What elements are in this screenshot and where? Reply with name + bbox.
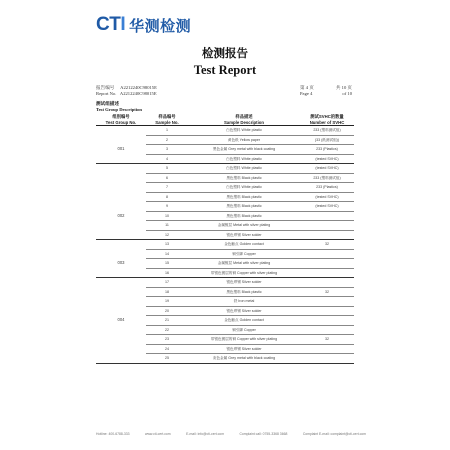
sample-no-cell: 17 [146,278,188,288]
sample-description-cell: 灰色金属 Grey metal with black coating [188,354,300,364]
group-no-cell [96,354,146,364]
sample-no-cell: 25 [146,354,188,364]
table-row [96,211,354,221]
group-no-cell [96,202,146,212]
group-no-cell [96,249,146,259]
table-row [96,221,354,231]
svhc-count-cell: 233 (塑料测试组) [300,126,354,136]
table-header-row [96,114,354,126]
table-row [96,183,354,193]
table-row [96,287,354,297]
group-no-cell [96,306,146,316]
svhc-count-cell [300,249,354,259]
svhc-count-cell [300,221,354,231]
table-row [96,354,354,364]
svhc-count-cell [300,325,354,335]
sample-no-cell: 10 [146,211,188,221]
group-no-cell [96,164,146,174]
sample-description-cell: 黑色塑料 Black plastic [188,173,300,183]
sample-description-cell: 白色塑料 White plastic [188,126,300,136]
group-no-cell: 004 [117,317,125,323]
table-row [96,325,354,335]
sample-no-cell: 3 [146,145,188,155]
test-group-table [96,114,354,364]
sample-no-cell: 23 [146,335,188,345]
footer-email: E-mail: info@cti-cert.com [186,432,225,436]
sample-no-cell: 15 [146,259,188,269]
sample-description-cell: 带银色镀层的铜 Copper with silver plating [188,268,300,278]
sample-no-cell: 19 [146,297,188,307]
svhc-count-cell: 32 [300,240,354,250]
group-no-cell [96,287,146,297]
sample-no-cell: 14 [146,249,188,259]
svhc-count-cell: (tested SVHC) [300,192,354,202]
group-no-cell [96,325,146,335]
table-row [96,202,354,212]
sample-description-cell: 白色塑料 White plastic [188,154,300,164]
sample-description-cell: 银色焊锡 Silver solder [188,278,300,288]
group-no-cell [96,221,146,231]
svhc-count-cell [300,211,354,221]
header-sample-description: 样品描述 Sample Description [188,114,300,126]
table-row [96,249,354,259]
group-no-cell: 001 [117,146,125,152]
table-row [96,154,354,164]
group-no-cell [96,135,146,145]
group-no-cell [96,297,146,307]
sample-no-cell: 4 [146,154,188,164]
svhc-count-cell [300,354,354,364]
sample-description-cell: 黑色金属 Grey metal with black coating [188,145,300,155]
svhc-count-cell [300,278,354,288]
svhc-count-cell: 233 (Plastics) [300,183,354,193]
sample-description-cell: 铜引脚 Copper [188,325,300,335]
group-no-cell [96,192,146,202]
group-no-cell [96,126,146,136]
sample-description-cell: 黄色纸 Yellow paper [188,135,300,145]
sample-no-cell: 7 [146,183,188,193]
group-no-cell [96,173,146,183]
group-no-cell [96,230,146,240]
table-row [96,164,354,174]
sample-no-cell: 8 [146,192,188,202]
table-row [96,230,354,240]
table-row [96,297,354,307]
svhc-count-cell: 32 [300,335,354,345]
sample-no-cell: 21 [146,316,188,326]
test-group-description-heading: 测试组描述 Test Group Description [96,101,142,112]
footer-complaint: Complaint call: 0755-3368 3668 [239,432,288,436]
table-row [96,335,354,345]
sample-description-cell: 金色触点 Golden contact [188,316,300,326]
cti-logo [96,14,191,36]
group-no-cell [96,344,146,354]
sample-no-cell: 5 [146,164,188,174]
svhc-count-cell: (tested SVHC) [300,164,354,174]
table-row [96,259,354,269]
sample-no-cell: 20 [146,306,188,316]
svhc-count-cell [300,259,354,269]
sample-no-cell: 6 [146,173,188,183]
header-group-no: 组别编号 Test Group No. [96,114,146,126]
sample-no-cell: 11 [146,221,188,231]
svhc-count-cell [300,316,354,326]
sample-description-cell: 黑色塑料 Black plastic [188,202,300,212]
sample-description-cell: 银色焊锡 Silver solder [188,306,300,316]
svhc-count-cell [300,230,354,240]
report-title-en: Test Report [193,63,257,77]
page-number-block: 第 4 页 共 10 页 Page 4 of 10 [300,85,352,96]
sample-no-cell: 22 [146,325,188,335]
table-row [96,316,354,326]
table-row [96,306,354,316]
group-no-cell [96,268,146,278]
group-no-cell [96,183,146,193]
report-title-cn: 检测报告 [202,46,248,60]
cti-wordmark: CTI [96,14,126,35]
svhc-count-cell [300,268,354,278]
sample-description-cell: 黑色塑料 Black plastic [188,211,300,221]
table-row [96,145,354,155]
group-no-cell: 002 [117,212,125,218]
sample-no-cell: 13 [146,240,188,250]
sample-no-cell: 18 [146,287,188,297]
svhc-count-cell: 233 (Plastics) [300,145,354,155]
table-row [96,240,354,250]
footer-web: www.cti-cert.com [145,432,171,436]
svhc-count-cell: 32 [300,287,354,297]
table-row [96,135,354,145]
sample-no-cell: 2 [146,135,188,145]
sample-description-cell: 金色触点 Golden contact [188,240,300,250]
table-row [96,268,354,278]
sample-no-cell: 16 [146,268,188,278]
sample-no-cell: 24 [146,344,188,354]
report-number-block: 报告编号 A2212240C98015E Report No. A2212240C98015E [96,85,157,96]
sample-description-cell: 白色塑料 White plastic [188,164,300,174]
footer-hotline: Hotline: 400-6788-333 [96,432,130,436]
svhc-count-cell: 233 (塑料测试组) [300,173,354,183]
table-row [96,344,354,354]
header-sample-no: 样品编号 Sample No. [146,114,188,126]
group-no-cell [96,154,146,164]
sample-description-cell: 黑色塑料 Black plastic [188,192,300,202]
table-row [96,192,354,202]
footer [96,432,366,436]
brand-name: 华测检测 [129,16,192,35]
sample-description-cell: 铁 Iron metal [188,297,300,307]
sample-no-cell: 1 [146,126,188,136]
svhc-count-cell [300,306,354,316]
group-no-cell [96,240,146,250]
sample-description-cell: 黑色塑料 Black plastic [188,287,300,297]
svhc-count-cell [300,344,354,354]
table-row [96,173,354,183]
svhc-count-cell: (tested SVHC) [300,154,354,164]
sample-description-cell: 银色焊锡 Silver solder [188,344,300,354]
sample-description-cell: 铜引脚 Copper [188,249,300,259]
sample-description-cell: 白色塑料 White plastic [188,183,300,193]
group-no-cell [96,278,146,288]
footer-complaint-email: Complaint E-mail: complaint@cti-cert.com [302,432,366,436]
table-row [96,278,354,288]
sample-no-cell: 12 [146,230,188,240]
sample-description-cell: 带银色镀层的铜 Copper with silver plating [188,335,300,345]
sample-description-cell: 银色焊锡 Silver solder [188,230,300,240]
table-row [96,126,354,136]
svhc-count-cell: (33 (纸测试组)) [300,135,354,145]
sample-no-cell: 9 [146,202,188,212]
sample-description-cell: 金属镀层 Metal with silver plating [188,259,300,269]
svhc-count-cell [300,297,354,307]
header-number-of-svhc: 测试SVHC的数量 Number of SVHC [300,114,354,126]
group-no-cell: 003 [117,260,125,266]
group-no-cell [96,335,146,345]
sample-description-cell: 金属镀层 Metal with silver plating [188,221,300,231]
svhc-count-cell: (tested SVHC) [300,202,354,212]
